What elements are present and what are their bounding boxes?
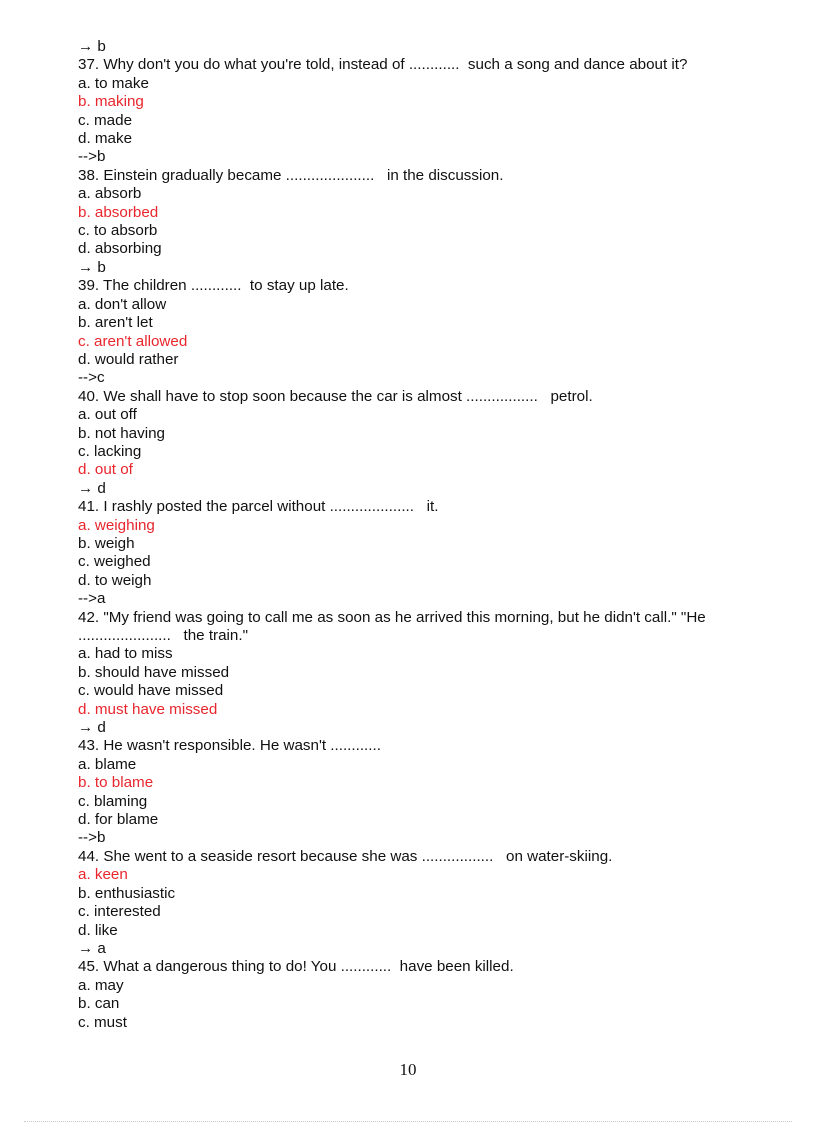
answer-option: a. to make (78, 74, 149, 92)
answer-option: d. for blame (78, 811, 159, 829)
answer-option: c. lacking (78, 442, 142, 460)
answer-option: b. should have missed (78, 663, 230, 681)
answer-option: c. blaming (78, 792, 148, 810)
answer-option: a. out off (78, 406, 137, 424)
answer-key: → a (78, 939, 106, 957)
question-text: 37. Why don't you do what you're told, instead of ............ such a song and dance about it? (78, 56, 688, 74)
answer-option: b. enthusiastic (78, 884, 176, 902)
answer-option: a. had to miss (78, 645, 173, 663)
question-text: 44. She went to a seaside resort because she was ................. on water-skiing. (78, 847, 613, 865)
question-text: 40. We shall have to stop soon because the car is almost ................. petrol. (78, 387, 593, 405)
footer-rule (24, 1121, 792, 1122)
answer-option: c. interested (78, 903, 161, 921)
answer-option: d. absorbing (78, 240, 162, 258)
answer-option: a. blame (78, 755, 137, 773)
answer-option: c. to absorb (78, 222, 158, 240)
answer-key: -->a (78, 590, 106, 608)
question-text: 38. Einstein gradually became ..................... in the discussion. (78, 166, 504, 184)
answer-option: c. weighed (78, 553, 151, 571)
correct-option: b. making (78, 93, 144, 111)
answer-option: a. don't allow (78, 295, 167, 313)
question-text: 43. He wasn't responsible. He wasn't ............ (78, 737, 381, 755)
answer-option: b. aren't let (78, 314, 153, 332)
document-body (78, 38, 768, 1032)
correct-option: c. aren't allowed (78, 332, 188, 350)
question-text: 41. I rashly posted the parcel without .................... it. (78, 498, 439, 516)
answer-option: c. would have missed (78, 682, 224, 700)
answer-option: d. to weigh (78, 571, 152, 589)
answer-option: c. made (78, 111, 133, 129)
correct-option: b. to blame (78, 774, 154, 792)
answer-key: → d (78, 719, 106, 737)
answer-option: d. make (78, 130, 133, 148)
page-number: 10 (399, 1060, 417, 1079)
answer-key: -->b (78, 148, 106, 166)
answer-key: -->c (78, 369, 105, 387)
answer-option: d. would rather (78, 350, 179, 368)
correct-option: b. absorbed (78, 203, 159, 221)
answer-option: a. may (78, 976, 124, 994)
answer-option: b. not having (78, 424, 165, 442)
answer-key: -->b (78, 829, 106, 847)
answer-option: b. can (78, 995, 120, 1013)
question-text: 42. "My friend was going to call me as soon as he arrived this morning, but he didn't call." "He (78, 608, 706, 626)
answer-option: b. weigh (78, 534, 135, 552)
question-text: 45. What a dangerous thing to do! You ............ have been killed. (78, 958, 514, 976)
answer-key: → b (78, 258, 106, 276)
correct-option: a. weighing (78, 516, 155, 534)
answer-option: d. like (78, 921, 118, 939)
question-text: 39. The children ............ to stay up late. (78, 277, 349, 295)
answer-option: c. must (78, 1013, 127, 1031)
correct-option: a. keen (78, 866, 128, 884)
text-line: ...................... the train." (78, 627, 248, 644)
correct-option: d. must have missed (78, 700, 218, 718)
answer-key: → d (78, 479, 106, 497)
correct-option: d. out of (78, 461, 133, 479)
answer-key: → b (78, 38, 106, 55)
answer-option: a. absorb (78, 185, 142, 203)
